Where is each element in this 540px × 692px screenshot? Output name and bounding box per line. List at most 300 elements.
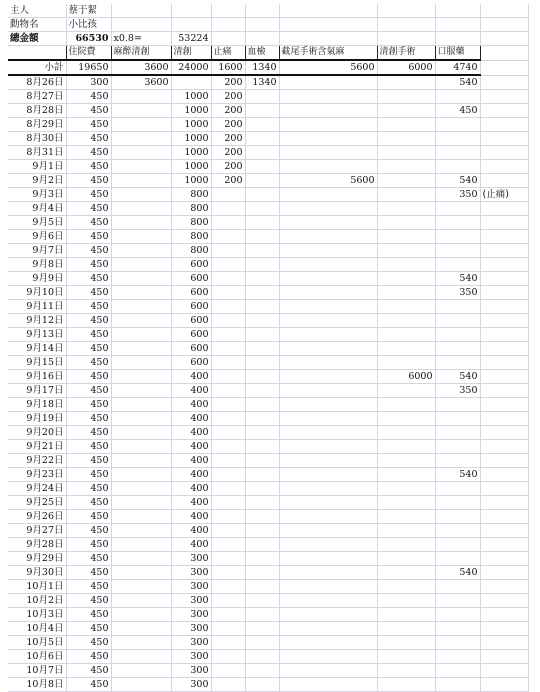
row-cell: [279, 370, 377, 384]
table-row: [8, 104, 528, 118]
row-cell: [111, 188, 171, 202]
row-cell: [377, 454, 435, 468]
row-cell: [377, 258, 435, 272]
row-cell: 300: [171, 608, 211, 622]
row-cell: [435, 622, 480, 636]
animal-label: 動物名: [8, 18, 66, 32]
row-cell: [377, 146, 435, 160]
row-note: [480, 594, 528, 608]
row-cell: [435, 342, 480, 356]
row-cell: [435, 398, 480, 412]
row-date: 9月1日: [8, 160, 66, 174]
row-cell: [111, 594, 171, 608]
row-cell: [435, 90, 480, 104]
row-date: 9月29日: [8, 552, 66, 566]
row-cell: 1000: [171, 146, 211, 160]
row-cell: [111, 468, 171, 482]
row-cell: 1340: [245, 75, 279, 90]
row-cell: 1000: [171, 104, 211, 118]
row-cell: [111, 496, 171, 510]
row-cell: 450: [66, 174, 111, 188]
row-cell: 400: [171, 510, 211, 524]
row-note: [480, 160, 528, 174]
row-note: [480, 454, 528, 468]
table-row: [8, 146, 528, 160]
row-date: 10月5日: [8, 636, 66, 650]
row-note: [480, 664, 528, 678]
total-value: 66530: [66, 32, 111, 46]
row-cell: [377, 664, 435, 678]
table-row: [8, 650, 528, 664]
row-note: [480, 440, 528, 454]
row-cell: 450: [66, 328, 111, 342]
row-cell: [245, 384, 279, 398]
row-cell: [245, 664, 279, 678]
row-cell: 1000: [171, 174, 211, 188]
row-cell: [435, 636, 480, 650]
row-cell: [111, 356, 171, 370]
row-cell: [111, 314, 171, 328]
row-cell: [279, 440, 377, 454]
row-cell: [211, 244, 245, 258]
subtotal-anesthesia-debride: 3600: [111, 60, 171, 75]
table-row: [8, 370, 528, 384]
row-cell: [435, 454, 480, 468]
row-cell: [111, 300, 171, 314]
row-cell: [211, 356, 245, 370]
row-cell: [435, 258, 480, 272]
row-cell: 450: [66, 482, 111, 496]
row-cell: [279, 342, 377, 356]
row-cell: [279, 608, 377, 622]
row-cell: 1000: [171, 118, 211, 132]
row-cell: [435, 132, 480, 146]
row-cell: 400: [171, 440, 211, 454]
row-cell: 600: [171, 342, 211, 356]
row-cell: [245, 146, 279, 160]
row-cell: [279, 230, 377, 244]
row-cell: [279, 300, 377, 314]
row-note: [480, 580, 528, 594]
row-cell: [279, 384, 377, 398]
row-cell: 450: [66, 188, 111, 202]
row-cell: [435, 216, 480, 230]
row-cell: [435, 356, 480, 370]
row-note: [480, 146, 528, 160]
row-date: 9月14日: [8, 342, 66, 356]
row-date: 9月30日: [8, 566, 66, 580]
row-date: 9月7日: [8, 244, 66, 258]
row-date: 8月30日: [8, 132, 66, 146]
row-cell: 450: [66, 342, 111, 356]
row-date: 9月3日: [8, 188, 66, 202]
row-cell: 350: [435, 384, 480, 398]
row-cell: [377, 496, 435, 510]
row-cell: [111, 440, 171, 454]
row-cell: [279, 286, 377, 300]
row-cell: [245, 440, 279, 454]
row-note: [480, 622, 528, 636]
row-cell: [211, 258, 245, 272]
table-row: [8, 286, 528, 300]
row-cell: 450: [66, 314, 111, 328]
row-note: [480, 90, 528, 104]
row-cell: [435, 412, 480, 426]
row-cell: [211, 314, 245, 328]
row-date: 9月23日: [8, 468, 66, 482]
row-cell: [111, 524, 171, 538]
row-cell: [245, 468, 279, 482]
row-cell: [279, 412, 377, 426]
row-cell: [377, 202, 435, 216]
row-date: 10月8日: [8, 678, 66, 692]
table-row: [8, 594, 528, 608]
row-cell: [245, 230, 279, 244]
row-cell: [245, 188, 279, 202]
row-cell: 400: [171, 454, 211, 468]
row-cell: [377, 580, 435, 594]
row-cell: 200: [211, 75, 245, 90]
row-cell: 1000: [171, 132, 211, 146]
row-cell: 400: [171, 398, 211, 412]
row-cell: 540: [435, 468, 480, 482]
row-cell: 200: [211, 104, 245, 118]
row-cell: [435, 244, 480, 258]
row-date: 10月4日: [8, 622, 66, 636]
row-cell: [111, 412, 171, 426]
row-cell: [435, 594, 480, 608]
row-cell: [435, 650, 480, 664]
table-row: [8, 454, 528, 468]
row-cell: [279, 510, 377, 524]
row-cell: 450: [66, 678, 111, 692]
row-cell: [211, 678, 245, 692]
row-cell: [245, 90, 279, 104]
row-date: 9月13日: [8, 328, 66, 342]
row-date: 9月26日: [8, 510, 66, 524]
row-cell: [245, 594, 279, 608]
row-cell: [377, 608, 435, 622]
row-cell: [279, 622, 377, 636]
row-cell: 450: [66, 370, 111, 384]
table-row: [8, 314, 528, 328]
row-cell: [111, 160, 171, 174]
table-row: [8, 440, 528, 454]
row-note: [480, 370, 528, 384]
row-cell: [279, 538, 377, 552]
row-note: [480, 524, 528, 538]
subtotal-debride-surgery: 6000: [377, 60, 435, 75]
row-note: [480, 258, 528, 272]
table-row: [8, 496, 528, 510]
row-date: 9月12日: [8, 314, 66, 328]
row-date: 9月10日: [8, 286, 66, 300]
table-row: [8, 90, 528, 104]
row-cell: [111, 678, 171, 692]
row-cell: [279, 552, 377, 566]
row-cell: 200: [211, 118, 245, 132]
row-cell: 450: [66, 538, 111, 552]
row-cell: [245, 524, 279, 538]
row-cell: [211, 608, 245, 622]
row-note: [480, 174, 528, 188]
row-note: [480, 356, 528, 370]
row-cell: [111, 132, 171, 146]
row-cell: 400: [171, 426, 211, 440]
row-cell: 450: [66, 118, 111, 132]
table-row: [8, 328, 528, 342]
row-note: [480, 202, 528, 216]
row-cell: [111, 664, 171, 678]
row-cell: [377, 188, 435, 202]
row-cell: [279, 566, 377, 580]
row-note: [480, 468, 528, 482]
row-cell: [435, 118, 480, 132]
row-cell: 450: [66, 258, 111, 272]
owner-value: 蔡于絜: [66, 4, 111, 18]
row-cell: [211, 230, 245, 244]
row-cell: 450: [66, 286, 111, 300]
row-cell: [377, 412, 435, 426]
row-cell: [211, 650, 245, 664]
row-date: 9月6日: [8, 230, 66, 244]
row-cell: 1000: [171, 160, 211, 174]
row-date: 8月31日: [8, 146, 66, 160]
row-cell: [245, 328, 279, 342]
row-cell: [279, 118, 377, 132]
table-row: [8, 188, 528, 202]
header-debride-surgery: 清創手術: [377, 46, 435, 61]
owner-label: 主人: [8, 4, 66, 18]
row-cell: 6000: [377, 370, 435, 384]
row-cell: [279, 468, 377, 482]
row-cell: [211, 510, 245, 524]
row-cell: [435, 510, 480, 524]
row-cell: [245, 272, 279, 286]
table-row: [8, 426, 528, 440]
table-row: [8, 258, 528, 272]
row-cell: 200: [211, 90, 245, 104]
row-cell: [211, 468, 245, 482]
table-row: [8, 538, 528, 552]
row-cell: 450: [66, 496, 111, 510]
row-date: 10月1日: [8, 580, 66, 594]
table-row: [8, 384, 528, 398]
row-cell: [279, 678, 377, 692]
row-cell: [377, 384, 435, 398]
row-cell: [111, 398, 171, 412]
row-cell: 450: [66, 552, 111, 566]
row-cell: [435, 538, 480, 552]
row-cell: [111, 482, 171, 496]
row-cell: 600: [171, 314, 211, 328]
row-cell: [377, 426, 435, 440]
row-cell: [377, 538, 435, 552]
row-cell: [245, 314, 279, 328]
row-cell: [279, 90, 377, 104]
row-cell: [211, 300, 245, 314]
row-cell: [279, 664, 377, 678]
row-date: 8月27日: [8, 90, 66, 104]
row-date: 10月3日: [8, 608, 66, 622]
row-cell: [211, 342, 245, 356]
row-cell: [279, 258, 377, 272]
row-cell: [245, 398, 279, 412]
row-cell: [435, 664, 480, 678]
row-cell: [435, 678, 480, 692]
row-cell: [377, 132, 435, 146]
row-cell: 300: [171, 566, 211, 580]
row-cell: [435, 440, 480, 454]
row-cell: [435, 426, 480, 440]
row-cell: [279, 104, 377, 118]
row-cell: [279, 356, 377, 370]
row-cell: [211, 664, 245, 678]
row-cell: [245, 300, 279, 314]
row-cell: [111, 370, 171, 384]
row-cell: [111, 146, 171, 160]
animal-value: 小比孩: [66, 18, 111, 32]
table-row: [8, 118, 528, 132]
row-cell: 450: [66, 272, 111, 286]
row-cell: 450: [66, 230, 111, 244]
row-cell: [245, 216, 279, 230]
row-cell: [279, 454, 377, 468]
row-cell: [245, 678, 279, 692]
row-cell: 600: [171, 286, 211, 300]
table-row: [8, 272, 528, 286]
row-cell: [245, 370, 279, 384]
row-cell: 800: [171, 216, 211, 230]
row-cell: 200: [211, 132, 245, 146]
row-cell: [377, 356, 435, 370]
row-cell: 600: [171, 356, 211, 370]
table-row: [8, 174, 528, 188]
row-cell: [111, 552, 171, 566]
row-note: [480, 510, 528, 524]
row-date: 10月6日: [8, 650, 66, 664]
row-cell: [245, 202, 279, 216]
row-cell: [111, 174, 171, 188]
row-date: 9月18日: [8, 398, 66, 412]
row-note: [480, 552, 528, 566]
row-date: 9月27日: [8, 524, 66, 538]
row-cell: [279, 426, 377, 440]
row-cell: [211, 412, 245, 426]
row-cell: 450: [66, 580, 111, 594]
table-row: [8, 230, 528, 244]
row-note: [480, 104, 528, 118]
row-date: 9月17日: [8, 384, 66, 398]
row-cell: [377, 90, 435, 104]
row-cell: [245, 118, 279, 132]
row-cell: 200: [211, 174, 245, 188]
row-cell: [211, 496, 245, 510]
row-cell: [211, 384, 245, 398]
header-tail-surgery: 截尾手術含氣麻: [279, 46, 377, 61]
row-cell: 600: [171, 272, 211, 286]
table-row: [8, 510, 528, 524]
row-cell: [111, 272, 171, 286]
row-cell: [377, 622, 435, 636]
row-cell: [377, 398, 435, 412]
row-cell: 200: [211, 160, 245, 174]
subtotal-oral-meds: 4740: [435, 60, 480, 75]
row-cell: 300: [171, 580, 211, 594]
row-cell: [211, 188, 245, 202]
row-cell: 400: [171, 384, 211, 398]
row-cell: 450: [66, 132, 111, 146]
row-cell: 800: [171, 188, 211, 202]
row-cell: [245, 636, 279, 650]
row-cell: [279, 314, 377, 328]
row-cell: [377, 244, 435, 258]
row-cell: [111, 650, 171, 664]
row-cell: [211, 524, 245, 538]
table-row: [8, 580, 528, 594]
row-cell: [245, 538, 279, 552]
row-cell: 540: [435, 566, 480, 580]
row-cell: [111, 608, 171, 622]
row-cell: [211, 538, 245, 552]
row-cell: [245, 244, 279, 258]
row-cell: 450: [66, 160, 111, 174]
row-cell: [279, 146, 377, 160]
row-cell: [279, 328, 377, 342]
row-cell: [377, 75, 435, 90]
row-note: [480, 566, 528, 580]
row-cell: [377, 174, 435, 188]
row-cell: 800: [171, 244, 211, 258]
row-cell: 3600: [111, 75, 171, 90]
row-cell: [377, 524, 435, 538]
row-cell: [435, 608, 480, 622]
row-cell: [279, 132, 377, 146]
table-row: [8, 566, 528, 580]
row-cell: [435, 314, 480, 328]
row-cell: [245, 258, 279, 272]
subtotal-blood-test: 1340: [245, 60, 279, 75]
row-cell: [211, 398, 245, 412]
row-cell: 450: [435, 104, 480, 118]
row-note: [480, 75, 528, 90]
row-cell: [245, 482, 279, 496]
row-cell: 300: [66, 75, 111, 90]
row-cell: 300: [171, 552, 211, 566]
row-cell: [245, 412, 279, 426]
row-cell: [377, 272, 435, 286]
row-cell: [111, 118, 171, 132]
row-cell: [279, 272, 377, 286]
row-cell: 450: [66, 412, 111, 426]
row-cell: [211, 566, 245, 580]
subtotal-hospital: 19650: [66, 60, 111, 75]
row-date: 8月26日: [8, 75, 66, 90]
row-cell: [377, 300, 435, 314]
table-row: [8, 356, 528, 370]
table-row: [8, 342, 528, 356]
table-row: [8, 622, 528, 636]
row-cell: 800: [171, 230, 211, 244]
row-cell: [435, 230, 480, 244]
table-row: [8, 132, 528, 146]
row-cell: [377, 118, 435, 132]
total-result: 53224: [171, 32, 211, 46]
header-anesthesia-debride: 麻醉清創: [111, 46, 171, 61]
header-blood-test: 血檢: [245, 46, 279, 61]
row-cell: [279, 244, 377, 258]
owner-row: [8, 4, 528, 18]
